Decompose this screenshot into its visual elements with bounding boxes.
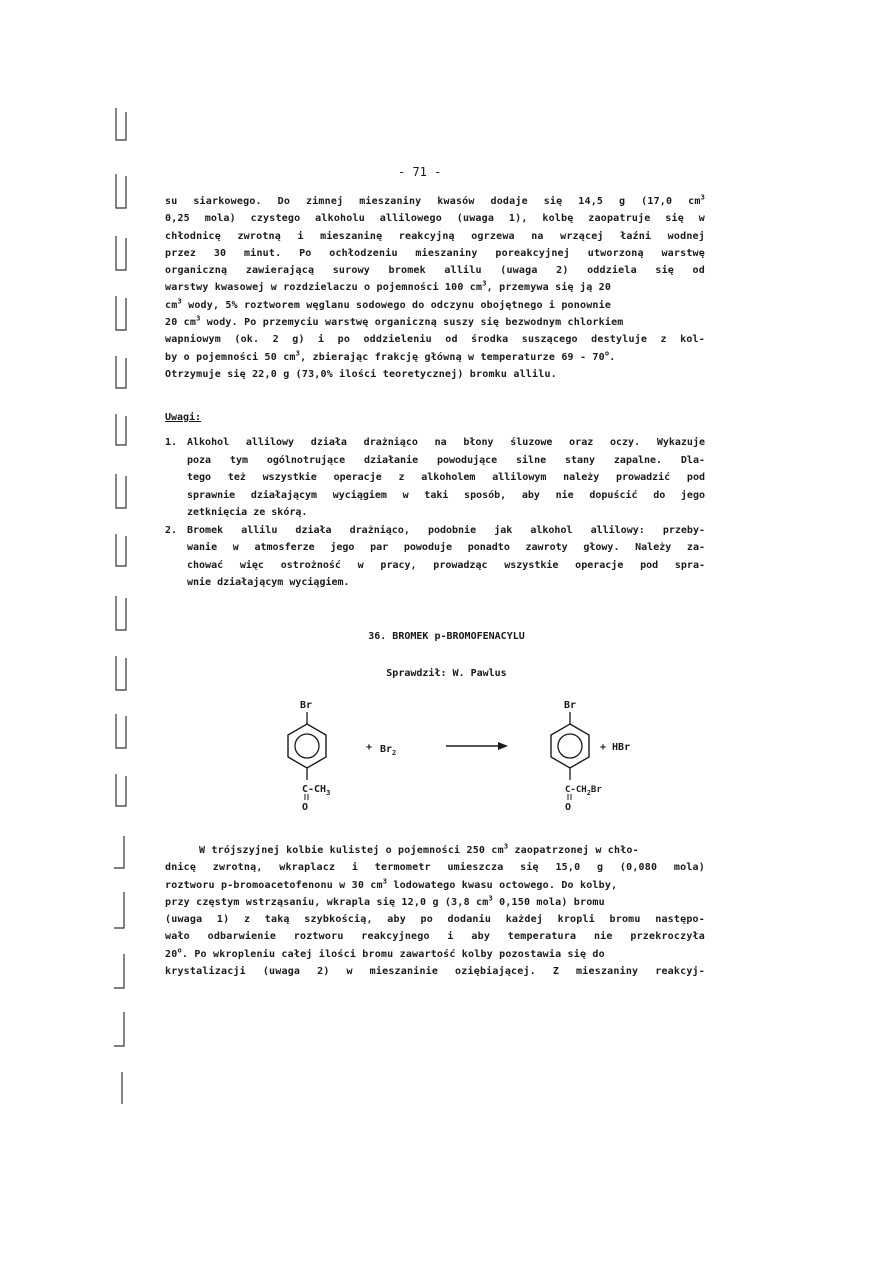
text-line: zetknięcia ze skórą. (187, 507, 308, 518)
text-line: przez 30 minut. Po ochłodzeniu mieszaniny poreakcyjnej utworzoną warstwę (165, 247, 705, 259)
aromatic-circle (558, 734, 582, 758)
text-line: wało odbarwienie roztworu reakcyjnego i aby temperatura nie przekroczyła (165, 931, 705, 943)
benzene-ring (551, 724, 589, 768)
paragraph-procedure (165, 193, 705, 383)
oxygen-label: O (565, 802, 572, 813)
section-title: 36. BROMEK p-BROMOFENACYLU (368, 631, 525, 642)
text-line: by o pojemności 50 $cm^3$, zbierając frakcję główną w temperaturze 69 - 70$^o$. (165, 349, 616, 363)
paragraph-bromination (165, 842, 705, 980)
text-line: sprawnie działającym wyciągiem w taki sposób, aby nie dopuścić do jego (187, 489, 705, 501)
reactant-br-label: Br (300, 700, 313, 711)
text-line: chłodnicę zwrotną i mieszaninę reakcyjną ogrzewa na wrzącej łaźni wodnej (165, 230, 705, 242)
text-line: krystalizacji (uwaga 2) w mieszaninie oziębiającej. Z mieszaniny reakcyj- (165, 966, 705, 978)
note-number: 2. (165, 524, 178, 536)
text-line: W trójszyjnej kolbie kulistej o pojemności 250 $cm^3$ zaopatrzonej w chło- (199, 842, 639, 856)
bromoacetyl-group: $C-CH_2Br$ (565, 785, 602, 797)
text-line: 0,25 mola) czystego alkoholu allilowego (uwaga 1), kolbę zaopatruje się w (165, 213, 705, 225)
plus-sign: + (366, 742, 373, 753)
text-line: $cm^3$ wody, 5% roztworem węglanu sodowego do odczynu obojętnego i ponownie (165, 297, 612, 311)
bromine-reagent: $Br_2$ (380, 744, 397, 757)
notes-heading: Uwagi: (165, 412, 202, 423)
text-line: wanie w atmosferze jego par powoduje ponadto zawroty głowy. Należy za- (187, 542, 705, 553)
reaction-scheme-graphic (250, 696, 670, 816)
note-number: 1. (165, 437, 178, 448)
oxygen-label: O (302, 802, 309, 813)
acetyl-group: $C-CH_3$ (302, 784, 331, 797)
hbr-byproduct: + HBr (600, 742, 631, 753)
arrow-head (498, 742, 508, 750)
text-line: organiczną zawierającą surowy bromek allilu (uwaga 2) oddziela się od (165, 265, 705, 277)
text-line: warstwy kwasowej w rozdzielaczu o pojemności 100 $cm^3$, przemywa się ją 20 (165, 280, 612, 294)
notes-list (165, 434, 705, 592)
text-line: dnicę zwrotną, wkraplacz i termometr umieszcza się 15,0 g (0,080 mola) (165, 862, 705, 874)
note-item-1 (165, 434, 705, 522)
text-line: poza tym ogólnotrujące działanie powodujące silne stany zapalne. Dla- (187, 454, 705, 466)
checked-by: Sprawdził: W. Pawlus (386, 668, 507, 679)
text-line: tego też wszystkie operacje z alkoholem allilowym należy prowadzić pod (187, 472, 705, 483)
benzene-ring (288, 724, 326, 768)
text-line: 20 $cm^3$ wody. Po przemyciu warstwę organiczną suszy się bezwodnym chlorkiem (165, 314, 624, 329)
text-line: chować więc ostrożność w pracy, prowadząc wszystkie operacje pod spra- (187, 559, 705, 571)
page-number: - 71 - (398, 165, 442, 179)
text-line: Otrzymuje się 22,0 g (73,0% ilości teoretycznej) bromku allilu. (165, 368, 557, 380)
binding-marks-graphic (104, 100, 134, 1110)
aromatic-circle (295, 734, 319, 758)
text-line: su siarkowego. Do zimnej mieszaniny kwasów dodaje się 14,5 g (17,0 $cm^3$ (165, 193, 705, 207)
text-line: roztworu p-bromoacetofenonu w 30 $cm^3$ lodowatego kwasu octowego. Do kolby, (165, 877, 618, 891)
text-line: Alkohol allilowy działa drażniąco na błony śluzowe oraz oczy. Wykazuje (187, 437, 705, 448)
note-item-2 (165, 522, 705, 592)
text-line: Bromek allilu działa drażniąco, podobnie jak alkohol allilowy: przeby- (187, 524, 705, 536)
text-line: wapniowym (ok. 2 g) i po oddzieleniu od środka suszącego destyluje z kol- (165, 334, 705, 346)
text-line: (uwaga 1) z taką szybkością, aby po dodaniu każdej kropli bromu następo- (165, 914, 705, 926)
text-line: wnie działającym wyciągiem. (187, 577, 350, 588)
text-line: 20$^o$. Po wkropleniu całej ilości bromu zawartość kolby pozostawia się do (165, 946, 605, 960)
text-line: przy częstym wstrząsaniu, wkrapla się 12,0 g (3,8 $cm^3$ 0,150 mola) bromu (165, 894, 605, 908)
reaction-scheme (250, 696, 670, 816)
product-br-label: Br (564, 700, 577, 711)
binding-holes-strip (104, 100, 134, 1110)
